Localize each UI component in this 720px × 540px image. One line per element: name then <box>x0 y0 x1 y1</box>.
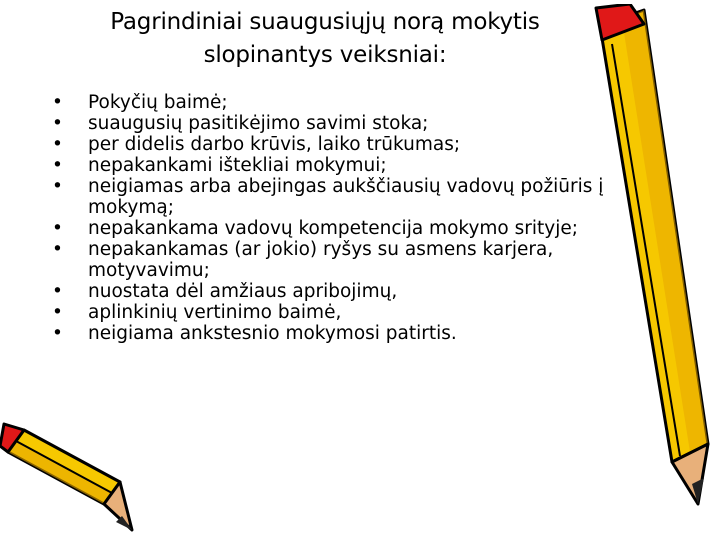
list-item <box>52 218 652 239</box>
bullet-icon: • <box>52 218 63 239</box>
list-item <box>52 323 652 344</box>
list-item <box>52 176 652 218</box>
bullet-list <box>52 92 652 344</box>
list-item <box>52 302 652 323</box>
bullet-icon: • <box>52 302 63 323</box>
bullet-icon: • <box>52 176 63 197</box>
pencil-top-right <box>596 4 708 504</box>
list-item-text: neigiamas arba abejingas aukščiausių vadovų požiūris į mokymą; <box>88 176 604 218</box>
title-line-2: slopinantys veiksniai: <box>203 42 447 68</box>
list-item <box>52 92 652 113</box>
pencil-icon <box>0 420 140 538</box>
list-item <box>52 155 652 176</box>
bullet-icon: • <box>52 281 63 302</box>
bullet-icon: • <box>52 92 63 113</box>
bullet-icon: • <box>52 323 63 344</box>
list-item-text: neigiama ankstesnio mokymosi patirtis. <box>88 323 457 344</box>
bullet-icon: • <box>52 239 63 260</box>
list-item <box>52 239 652 281</box>
list-item <box>52 113 652 134</box>
list-item <box>52 134 652 155</box>
list-item-text: per didelis darbo krūvis, laiko trūkumas; <box>88 134 461 155</box>
list-item <box>52 281 652 302</box>
title-line-1: Pagrindiniai suaugusiųjų norą mokytis <box>110 9 540 35</box>
list-item-text: Pokyčių baimė; <box>88 92 228 113</box>
bullet-icon: • <box>52 155 63 176</box>
pencil-bottom-left <box>0 424 132 530</box>
slide-title <box>60 6 590 72</box>
bullet-icon: • <box>52 134 63 155</box>
list-item-text: suaugusių pasitikėjimo savimi stoka; <box>88 113 429 134</box>
bullet-icon: • <box>52 113 63 134</box>
list-item-text: nepakankama vadovų kompetencija mokymo srityje; <box>88 218 578 239</box>
list-item-text: nepakankamas (ar jokio) ryšys su asmens karjera, motyvavimu; <box>88 239 554 281</box>
pencil-icon <box>582 4 718 534</box>
list-item-text: nuostata dėl amžiaus apribojimų, <box>88 281 398 302</box>
list-item-text: nepakankami ištekliai mokymui; <box>88 155 387 176</box>
list-item-text: aplinkinių vertinimo baimė, <box>88 302 342 323</box>
